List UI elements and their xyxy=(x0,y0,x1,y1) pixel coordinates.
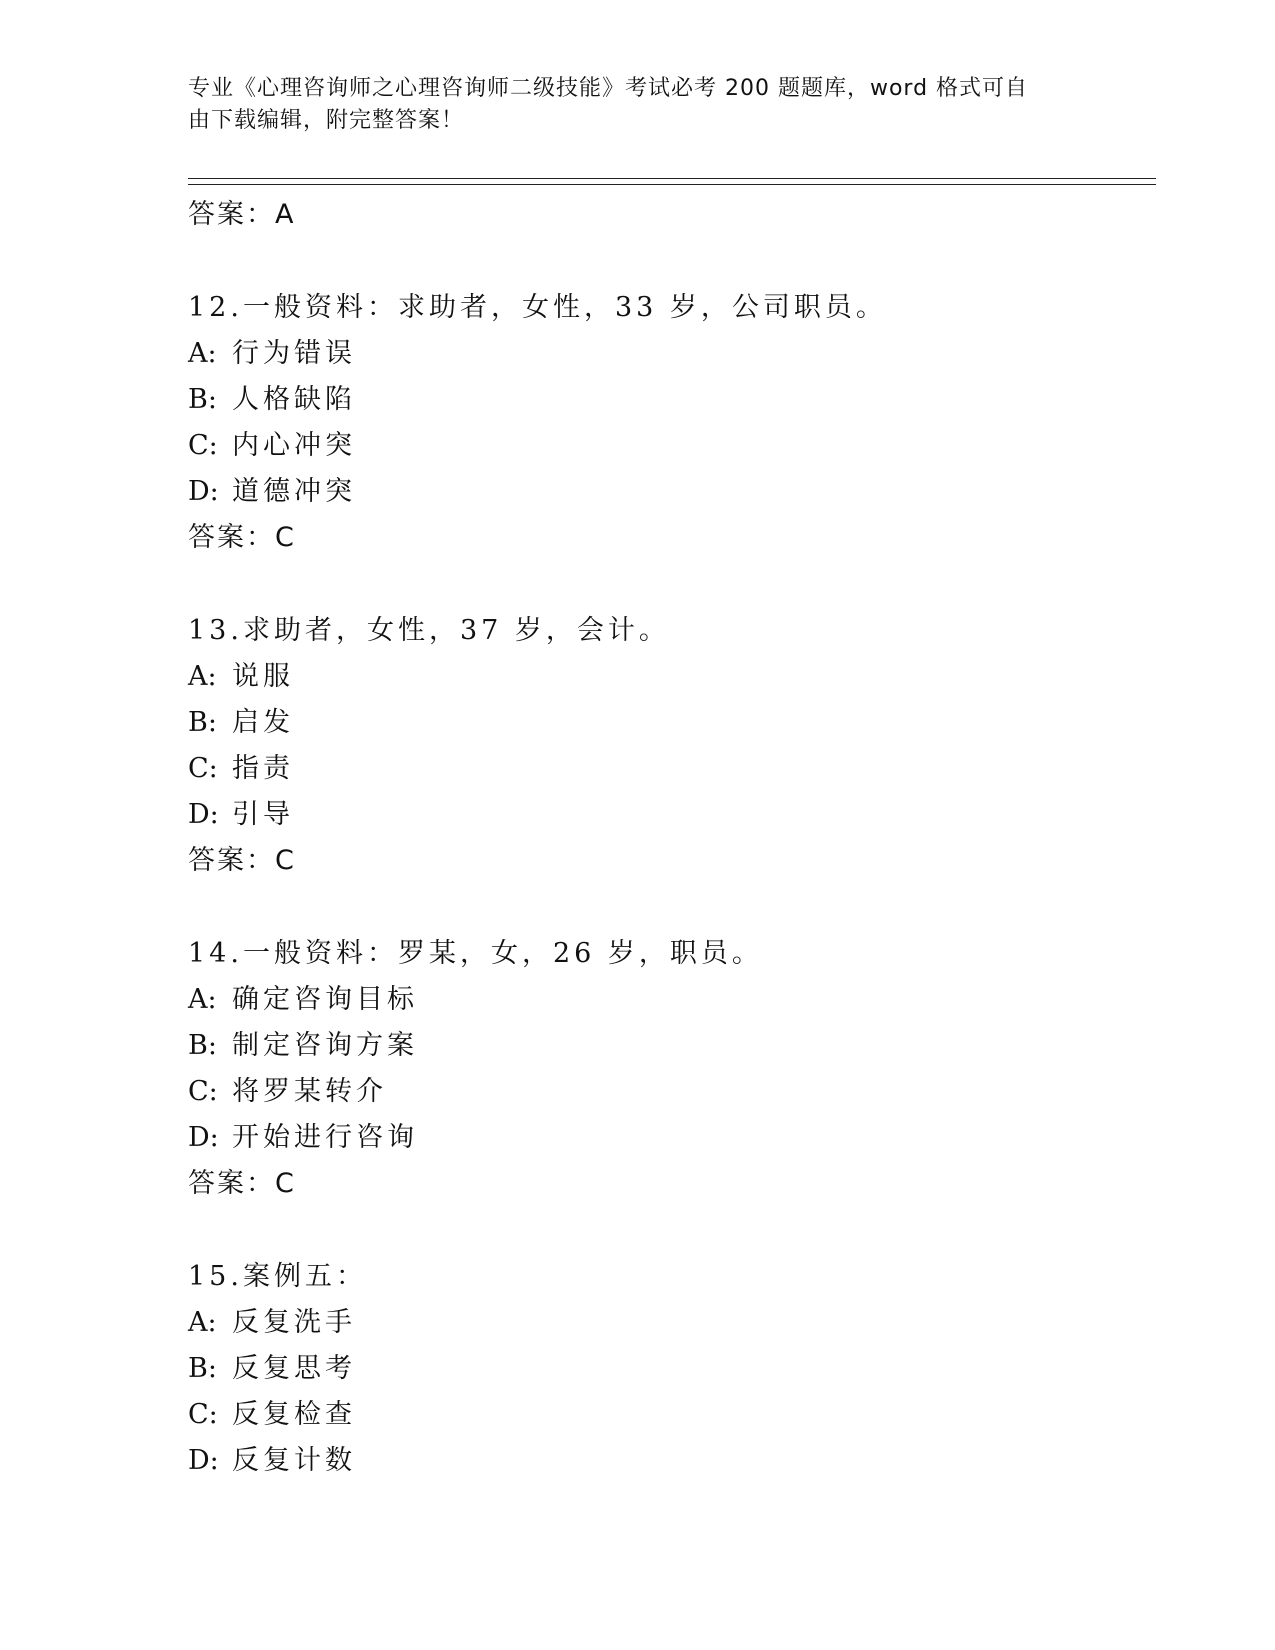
option-d xyxy=(188,469,1156,515)
option-key: D: xyxy=(188,476,219,507)
header-divider-thick xyxy=(188,178,1156,179)
document-header xyxy=(188,73,1068,137)
option-key: A: xyxy=(188,1307,217,1338)
option-c xyxy=(188,1069,1156,1115)
option-key: A: xyxy=(188,661,217,692)
option-b xyxy=(188,1023,1156,1069)
option-b xyxy=(188,700,1156,746)
option-key: B: xyxy=(188,384,217,415)
spacer xyxy=(188,1207,1156,1254)
option-text: 制定咨询方案 xyxy=(232,1030,418,1061)
option-text: 确定咨询目标 xyxy=(232,984,418,1015)
option-text: 人格缺陷 xyxy=(232,384,356,415)
option-text: 启发 xyxy=(232,707,294,738)
question-stem: 13.求助者，女性，37 岁，会计。 xyxy=(188,615,670,646)
option-c xyxy=(188,1392,1156,1438)
option-key: C: xyxy=(188,1399,218,1430)
option-c xyxy=(188,746,1156,792)
question-stem: 14.一般资料：罗某，女，26 岁，职员。 xyxy=(188,938,763,969)
option-key: D: xyxy=(188,799,219,830)
option-key: D: xyxy=(188,1122,219,1153)
option-text: 反复思考 xyxy=(232,1353,356,1384)
option-text: 行为错误 xyxy=(232,338,356,369)
option-d xyxy=(188,792,1156,838)
option-b xyxy=(188,377,1156,423)
option-key: B: xyxy=(188,1353,217,1384)
spacer xyxy=(188,238,1156,285)
option-d xyxy=(188,1115,1156,1161)
option-text: 反复检查 xyxy=(232,1399,356,1430)
option-text: 反复计数 xyxy=(232,1445,356,1476)
answer-line: 答案：C xyxy=(188,1168,296,1199)
header-line-2: 由下载编辑，附完整答案！ xyxy=(188,108,465,133)
spacer xyxy=(188,884,1156,931)
option-text: 说服 xyxy=(232,661,294,692)
option-text: 内心冲突 xyxy=(232,430,356,461)
option-text: 引导 xyxy=(232,799,294,830)
option-c xyxy=(188,423,1156,469)
option-text: 道德冲突 xyxy=(232,476,356,507)
question-list xyxy=(188,192,1156,1484)
option-key: A: xyxy=(188,338,217,369)
option-key: B: xyxy=(188,707,217,738)
option-key: C: xyxy=(188,753,218,784)
header-line-1: 专业《心理咨询师之心理咨询师二级技能》考试必考 200 题题库，word 格式可自 xyxy=(188,76,1029,101)
option-a xyxy=(188,654,1156,700)
option-key: C: xyxy=(188,430,218,461)
previous-answer: 答案：A xyxy=(188,199,296,230)
answer-line: 答案：C xyxy=(188,522,296,553)
option-d xyxy=(188,1438,1156,1484)
option-b xyxy=(188,1346,1156,1392)
option-text: 开始进行咨询 xyxy=(232,1122,418,1153)
answer-line: 答案：C xyxy=(188,845,296,876)
spacer xyxy=(188,561,1156,608)
option-a xyxy=(188,977,1156,1023)
option-text: 将罗某转介 xyxy=(232,1076,387,1107)
option-key: C: xyxy=(188,1076,218,1107)
option-text: 指责 xyxy=(232,753,294,784)
option-key: D: xyxy=(188,1445,219,1476)
option-a xyxy=(188,331,1156,377)
header-divider-thin xyxy=(188,184,1156,185)
option-key: A: xyxy=(188,984,217,1015)
option-key: B: xyxy=(188,1030,217,1061)
question-stem: 12.一般资料：求助者，女性，33 岁，公司职员。 xyxy=(188,292,887,323)
question-stem: 15.案例五： xyxy=(188,1261,367,1292)
option-text: 反复洗手 xyxy=(232,1307,356,1338)
option-a xyxy=(188,1300,1156,1346)
